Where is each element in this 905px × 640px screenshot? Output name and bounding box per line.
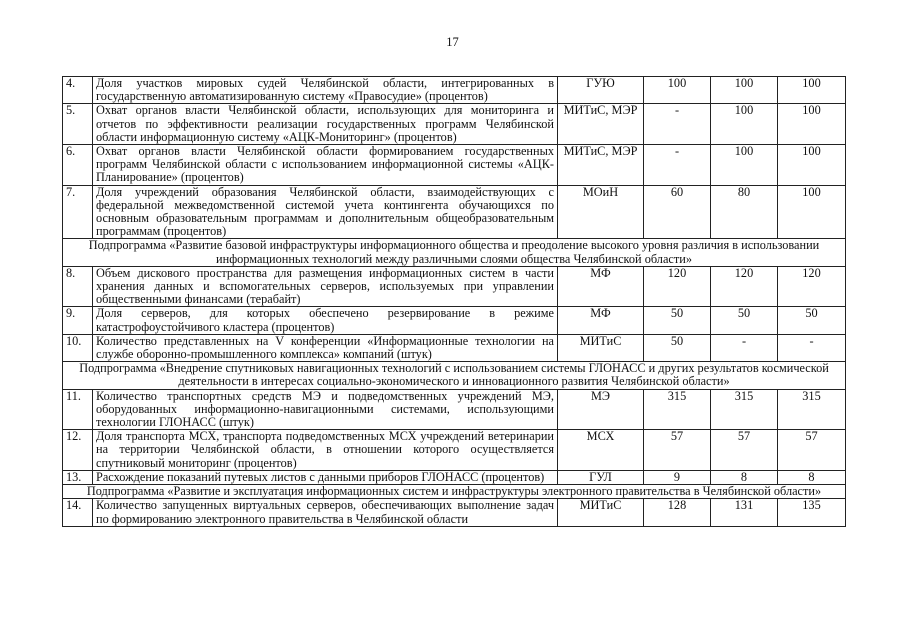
row-number: 10. [63,334,93,361]
indicator-name: Расхождение показаний путевых листов с данными приборов ГЛОНАСС (процентов) [93,470,558,484]
value-year-3: 100 [778,104,846,145]
responsible-body: ГУЮ [558,77,644,104]
value-year-1: 60 [644,185,711,239]
value-year-2: 315 [711,389,778,430]
responsible-body: МОиН [558,185,644,239]
subprogram-title: Подпрограмма «Внедрение спутниковых навигационных технологий с использованием системы ГЛОНАСС и других результатов космической деятельности в интересах социально-экономического и инновационного развития Челябинской области» [63,362,846,389]
responsible-body: МИТиС [558,334,644,361]
indicator-name: Доля участков мировых судей Челябинской области, интегрированных в государственную автоматизированную систему «Правосудие» (процентов) [93,77,558,104]
indicator-name: Охват органов власти Челябинской области формированием государственных программ Челябинской области с использованием информационной системы «АЦК-Планирование» (процентов) [93,145,558,186]
value-year-1: 120 [644,266,711,307]
responsible-body: МФ [558,307,644,334]
row-number: 9. [63,307,93,334]
subprogram-title: Подпрограмма «Развитие и эксплуатация информационных систем и инфраструктуры электронного правительства в Челябинской области» [63,485,846,499]
value-year-3: 100 [778,145,846,186]
table-row [63,470,846,484]
value-year-1: 50 [644,307,711,334]
row-number: 11. [63,389,93,430]
subprogram-heading-row [63,485,846,499]
value-year-1: 315 [644,389,711,430]
value-year-3: 57 [778,430,846,471]
responsible-body: МИТиС, МЭР [558,104,644,145]
value-year-3: 315 [778,389,846,430]
table-row [63,334,846,361]
value-year-3: 50 [778,307,846,334]
row-number: 12. [63,430,93,471]
responsible-body: ГУЛ [558,470,644,484]
responsible-body: МИТиС, МЭР [558,145,644,186]
value-year-1: 128 [644,499,711,526]
value-year-1: 50 [644,334,711,361]
indicator-name: Количество транспортных средств МЭ и подведомственных учреждений МЭ, оборудованных информационно-навигационными системами, использующими технологии ГЛОНАСС (штук) [93,389,558,430]
indicator-name: Доля транспорта МСХ, транспорта подведомственных МСХ учреждений ветеринарии на территории Челябинской области, в отношении которого осуществляется спутниковый мониторинг (процентов) [93,430,558,471]
table-row [63,185,846,239]
responsible-body: МЭ [558,389,644,430]
table-row [63,499,846,526]
value-year-2: 8 [711,470,778,484]
indicator-name: Количество представленных на V конференции «Информационные технологии на службе оборонно-промышленного комплекса» компаний (штук) [93,334,558,361]
value-year-3: - [778,334,846,361]
row-number: 6. [63,145,93,186]
table-row [63,145,846,186]
responsible-body: МИТиС [558,499,644,526]
row-number: 14. [63,499,93,526]
subprogram-title: Подпрограмма «Развитие базовой инфраструктуры информационного общества и преодоление высокого уровня различия в использовании информационных технологий между различными слоями общества Челябинской области» [63,239,846,266]
value-year-3: 8 [778,470,846,484]
table-row [63,307,846,334]
value-year-3: 120 [778,266,846,307]
page-number: 17 [446,35,459,49]
value-year-1: - [644,145,711,186]
table-row [63,104,846,145]
value-year-3: 100 [778,77,846,104]
table-row [63,389,846,430]
value-year-2: 120 [711,266,778,307]
value-year-3: 100 [778,185,846,239]
row-number: 8. [63,266,93,307]
responsible-body: МФ [558,266,644,307]
subprogram-heading-row [63,239,846,266]
value-year-1: 100 [644,77,711,104]
row-number: 7. [63,185,93,239]
indicator-name: Объем дискового пространства для размещения информационных систем в части хранения данных и вспомогательных серверов, используемых при управлении общественными финансами (терабайт) [93,266,558,307]
row-number: 4. [63,77,93,104]
value-year-2: 100 [711,77,778,104]
indicators-table [62,76,846,527]
subprogram-heading-row [63,362,846,389]
table-row [63,430,846,471]
value-year-1: 9 [644,470,711,484]
responsible-body: МСХ [558,430,644,471]
value-year-3: 135 [778,499,846,526]
value-year-2: 57 [711,430,778,471]
table-row [63,77,846,104]
value-year-1: 57 [644,430,711,471]
indicator-name: Доля учреждений образования Челябинской области, взаимодействующих с федеральной межведомственной системой учета контингента обучающихся по основным образовательным программам и дополнительным общеобразовательным программам (процентов) [93,185,558,239]
indicator-name: Количество запущенных виртуальных серверов, обеспечивающих выполнение задач по формированию электронного правительства в Челябинской области [93,499,558,526]
value-year-1: - [644,104,711,145]
value-year-2: 80 [711,185,778,239]
value-year-2: 131 [711,499,778,526]
value-year-2: 100 [711,145,778,186]
value-year-2: 100 [711,104,778,145]
value-year-2: 50 [711,307,778,334]
value-year-2: - [711,334,778,361]
row-number: 5. [63,104,93,145]
indicator-name: Охват органов власти Челябинской области, использующих для мониторинга и отчетов по эффективности реализации государственных программ Челябинской области информационную систему «АЦК-Мониторинг» (процентов) [93,104,558,145]
row-number: 13. [63,470,93,484]
table-row [63,266,846,307]
indicator-name: Доля серверов, для которых обеспечено резервирование в режиме катастрофоустойчивого кластера (процентов) [93,307,558,334]
